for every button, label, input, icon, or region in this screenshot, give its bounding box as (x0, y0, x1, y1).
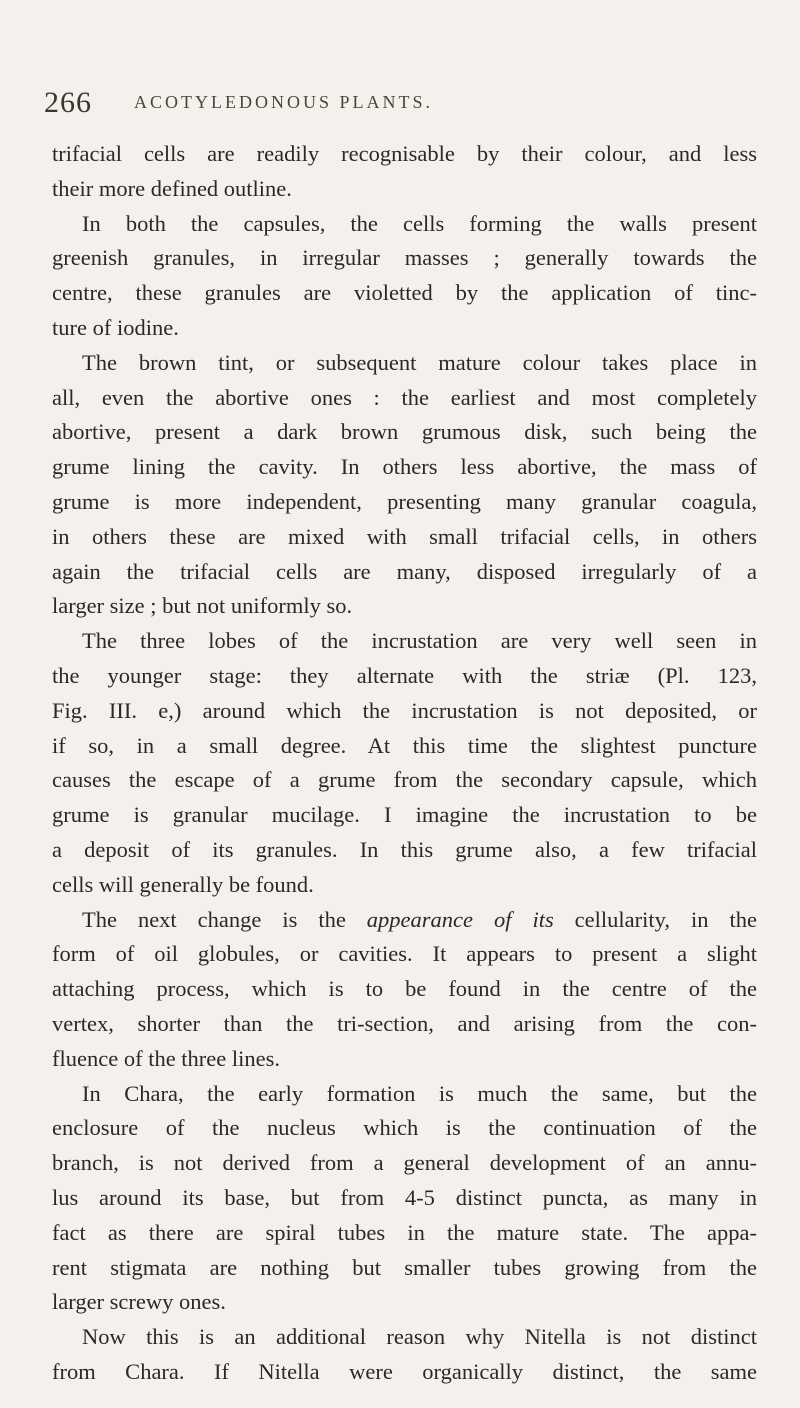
text-run: cellularity, in the (553, 906, 757, 932)
text-line: vertex, shorter than the tri-section, and arising from the con- (52, 1010, 757, 1036)
text-line: larger screwy ones. (52, 1289, 226, 1315)
text-line: again the trifacial cells are many, disposed irregularly of a (52, 558, 757, 584)
paragraph-1 (52, 137, 757, 207)
paragraph-3 (52, 346, 757, 624)
text-line: in others these are mixed with small trifacial cells, in others (52, 523, 757, 549)
paragraph-5 (52, 903, 757, 1077)
paragraph-6 (52, 1077, 757, 1321)
text-line: grume is granular mucilage. I imagine the incrustation to be (52, 802, 757, 828)
text-line: Fig. III. e,) around which the incrustation is not deposited, or (52, 697, 757, 723)
text-line: fluence of the three lines. (52, 1045, 281, 1071)
text-line: form of oil globules, or cavities. It appears to present a slight (52, 941, 757, 967)
text-line: trifacial cells are readily recognisable by their colour, and less (52, 141, 757, 166)
text-line: The brown tint, or subsequent mature colour takes place in (82, 349, 757, 375)
text-line: grume lining the cavity. In others less abortive, the mass of (52, 454, 757, 480)
body-text (52, 137, 757, 1390)
text-line: lus around its base, but from 4-5 distinct puncta, as many in (52, 1184, 757, 1210)
text-line: cells will generally be found. (52, 871, 314, 897)
paragraph-4 (52, 624, 757, 902)
text-line: branch, is not derived from a general development of an annu- (52, 1150, 757, 1176)
text-line: centre, these granules are violetted by the application of tinc- (52, 280, 757, 306)
text-line: enclosure of the nucleus which is the continuation of the (52, 1115, 757, 1141)
text-line: abortive, present a dark brown grumous disk, such being the (52, 419, 757, 445)
text-line: ture of iodine. (52, 314, 179, 340)
text-line: greenish granules, in irregular masses ; generally towards the (52, 245, 757, 271)
running-title: ACOTYLEDONOUS PLANTS. (134, 92, 434, 112)
text-line: a deposit of its granules. In this grume also, a few trifacial (52, 836, 757, 862)
page-number: 266 (44, 86, 92, 119)
text-line: from Chara. If Nitella were organically distinct, the same (52, 1358, 757, 1384)
running-head (44, 86, 744, 122)
text-line: if so, in a small degree. At this time the slightest puncture (52, 732, 757, 758)
text-line: In Chara, the early formation is much the same, but the (82, 1080, 757, 1106)
text-line: In both the capsules, the cells forming the walls present (82, 210, 757, 236)
text-line: the younger stage: they alternate with the striæ (Pl. 123, (52, 662, 757, 688)
text-line: grume is more independent, presenting many granular coagula, (52, 488, 757, 514)
italic-phrase: appearance of its (366, 906, 554, 932)
text-line: rent stigmata are nothing but smaller tubes growing from the (52, 1254, 757, 1280)
text-line: their more defined outline. (52, 175, 292, 201)
text-line: fact as there are spiral tubes in the mature state. The appa- (52, 1219, 757, 1245)
text-run: The next change is the (82, 906, 367, 932)
text-line: Now this is an additional reason why Nitella is not distinct (82, 1324, 757, 1350)
paragraph-7 (52, 1320, 757, 1390)
text-line: all, even the abortive ones : the earliest and most completely (52, 384, 757, 410)
text-line: attaching process, which is to be found in the centre of the (52, 976, 757, 1002)
text-line: larger size ; but not uniformly so. (52, 593, 353, 619)
text-line: The three lobes of the incrustation are very well seen in (82, 628, 757, 654)
paragraph-2 (52, 207, 757, 346)
text-line: causes the escape of a grume from the secondary capsule, which (52, 767, 757, 793)
text-line (52, 903, 757, 938)
